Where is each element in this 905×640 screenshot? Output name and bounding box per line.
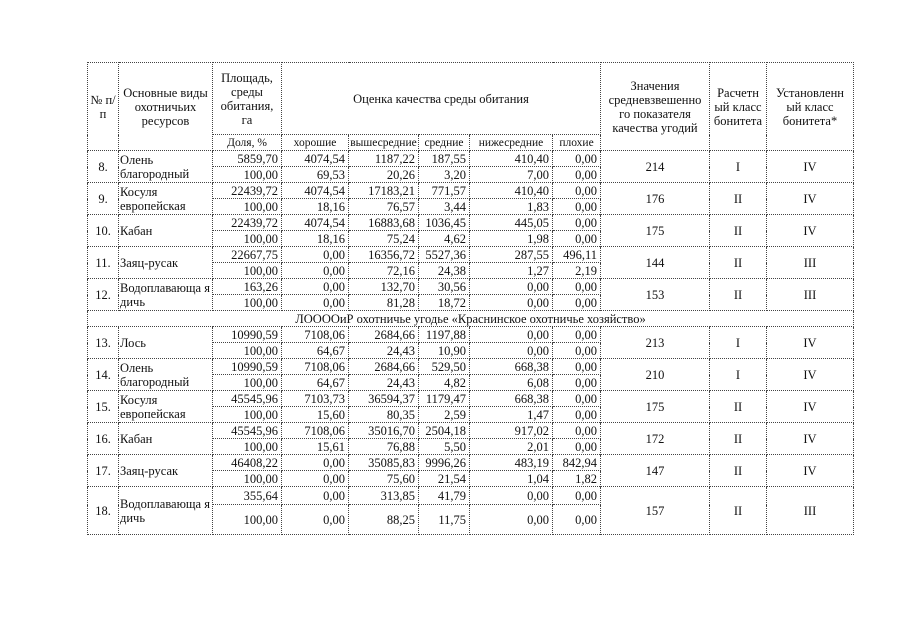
quality-share: 2,19	[553, 263, 601, 279]
quality-area: 7108,06	[282, 327, 349, 343]
quality-share: 0,00	[470, 295, 553, 311]
set-class: III	[767, 279, 854, 311]
calc-class: II	[710, 279, 767, 311]
quality-share: 4,62	[419, 231, 470, 247]
quality-share: 1,82	[553, 471, 601, 487]
header-quality-mid: средние	[419, 135, 470, 151]
quality-share: 80,35	[349, 407, 419, 423]
set-class: IV	[767, 455, 854, 487]
quality-share: 15,60	[282, 407, 349, 423]
quality-share: 2,59	[419, 407, 470, 423]
quality-area: 0,00	[470, 487, 553, 505]
quality-share: 0,00	[282, 295, 349, 311]
row-number: 10.	[88, 215, 119, 247]
quality-area: 9996,26	[419, 455, 470, 471]
quality-share: 11,75	[419, 505, 470, 535]
quality-share: 69,53	[282, 167, 349, 183]
quality-area: 0,00	[553, 151, 601, 167]
quality-share: 0,00	[282, 263, 349, 279]
weighted-mean: 175	[601, 391, 710, 423]
table-row	[88, 215, 854, 231]
quality-area: 4074,54	[282, 151, 349, 167]
table-row	[88, 327, 854, 343]
area-share: 100,00	[213, 471, 282, 487]
quality-area: 917,02	[470, 423, 553, 439]
quality-area: 0,00	[553, 391, 601, 407]
quality-area: 668,38	[470, 359, 553, 375]
quality-area: 287,55	[470, 247, 553, 263]
quality-share: 0,00	[470, 505, 553, 535]
quality-area: 4074,54	[282, 215, 349, 231]
quality-share: 7,00	[470, 167, 553, 183]
set-class: IV	[767, 359, 854, 391]
header-species: Основные виды охотничьих ресурсов	[119, 63, 213, 151]
species-name: Заяц-русак	[119, 455, 213, 487]
quality-share: 1,83	[470, 199, 553, 215]
calc-class: II	[710, 487, 767, 535]
quality-share: 21,54	[419, 471, 470, 487]
set-class: IV	[767, 327, 854, 359]
quality-share: 76,88	[349, 439, 419, 455]
quality-area: 36594,37	[349, 391, 419, 407]
quality-share: 0,00	[470, 343, 553, 359]
quality-area: 7103,73	[282, 391, 349, 407]
header-quality-below: нижесредние	[470, 135, 553, 151]
quality-area: 7108,06	[282, 359, 349, 375]
quality-area: 0,00	[553, 215, 601, 231]
weighted-mean: 153	[601, 279, 710, 311]
quality-area: 445,05	[470, 215, 553, 231]
calc-class: II	[710, 215, 767, 247]
quality-share: 64,67	[282, 343, 349, 359]
calc-class: II	[710, 391, 767, 423]
quality-area: 0,00	[470, 327, 553, 343]
quality-share: 24,43	[349, 375, 419, 391]
habitat-area: 10990,59	[213, 359, 282, 375]
species-name: Кабан	[119, 423, 213, 455]
quality-share: 0,00	[553, 439, 601, 455]
quality-area: 132,70	[349, 279, 419, 295]
species-name: Лось	[119, 327, 213, 359]
quality-area: 30,56	[419, 279, 470, 295]
quality-share: 1,04	[470, 471, 553, 487]
quality-share: 18,16	[282, 231, 349, 247]
quality-share: 24,43	[349, 343, 419, 359]
habitat-area: 45545,96	[213, 423, 282, 439]
species-name: Заяц-русак	[119, 247, 213, 279]
habitat-area: 22667,75	[213, 247, 282, 263]
quality-share: 2,01	[470, 439, 553, 455]
quality-area: 5527,36	[419, 247, 470, 263]
quality-area: 35085,83	[349, 455, 419, 471]
set-class: IV	[767, 423, 854, 455]
quality-area: 1197,88	[419, 327, 470, 343]
header-quality-good: хорошие	[282, 135, 349, 151]
quality-area: 187,55	[419, 151, 470, 167]
habitat-area: 163,26	[213, 279, 282, 295]
species-name: Водоплавающа я дичь	[119, 487, 213, 535]
row-number: 14.	[88, 359, 119, 391]
set-class: III	[767, 247, 854, 279]
quality-share: 0,00	[282, 505, 349, 535]
weighted-mean: 213	[601, 327, 710, 359]
area-share: 100,00	[213, 375, 282, 391]
quality-area: 41,79	[419, 487, 470, 505]
weighted-mean: 157	[601, 487, 710, 535]
quality-area: 2684,66	[349, 327, 419, 343]
quality-area: 0,00	[553, 359, 601, 375]
quality-area: 7108,06	[282, 423, 349, 439]
header-area-share: Доля, %	[213, 135, 282, 151]
weighted-mean: 214	[601, 151, 710, 183]
row-number: 18.	[88, 487, 119, 535]
quality-share: 0,00	[553, 231, 601, 247]
quality-area: 0,00	[282, 455, 349, 471]
quality-share: 20,26	[349, 167, 419, 183]
quality-share: 0,00	[553, 343, 601, 359]
header-quality: Оценка качества среды обитания	[282, 63, 601, 135]
quality-area: 771,57	[419, 183, 470, 199]
quality-share: 3,20	[419, 167, 470, 183]
row-number: 15.	[88, 391, 119, 423]
quality-share: 64,67	[282, 375, 349, 391]
row-number: 8.	[88, 151, 119, 183]
habitat-area: 22439,72	[213, 215, 282, 231]
quality-share: 15,61	[282, 439, 349, 455]
habitat-area: 5859,70	[213, 151, 282, 167]
weighted-mean: 172	[601, 423, 710, 455]
quality-area: 0,00	[282, 487, 349, 505]
set-class: IV	[767, 183, 854, 215]
quality-area: 35016,70	[349, 423, 419, 439]
quality-area: 0,00	[282, 247, 349, 263]
quality-area: 0,00	[470, 279, 553, 295]
quality-area: 1036,45	[419, 215, 470, 231]
quality-area: 0,00	[282, 279, 349, 295]
row-number: 16.	[88, 423, 119, 455]
species-name: Водоплавающа я дичь	[119, 279, 213, 311]
quality-area: 529,50	[419, 359, 470, 375]
quality-share: 1,27	[470, 263, 553, 279]
calc-class: II	[710, 455, 767, 487]
quality-share: 18,72	[419, 295, 470, 311]
row-number: 9.	[88, 183, 119, 215]
quality-share: 0,00	[553, 167, 601, 183]
area-share: 100,00	[213, 439, 282, 455]
quality-area: 313,85	[349, 487, 419, 505]
quality-area: 16883,68	[349, 215, 419, 231]
header-area: Площадь, среды обитания, га	[213, 63, 282, 135]
quality-share: 3,44	[419, 199, 470, 215]
quality-share: 0,00	[553, 407, 601, 423]
area-share: 100,00	[213, 263, 282, 279]
quality-share: 0,00	[553, 375, 601, 391]
weighted-mean: 176	[601, 183, 710, 215]
weighted-mean: 147	[601, 455, 710, 487]
habitat-area: 46408,22	[213, 455, 282, 471]
quality-area: 2684,66	[349, 359, 419, 375]
quality-area: 16356,72	[349, 247, 419, 263]
table-row	[88, 151, 854, 167]
table-row	[88, 455, 854, 471]
species-name: Косуля европейская	[119, 183, 213, 215]
quality-share: 4,82	[419, 375, 470, 391]
quality-share: 0,00	[553, 199, 601, 215]
quality-area: 496,11	[553, 247, 601, 263]
calc-class: II	[710, 247, 767, 279]
table-row	[88, 423, 854, 439]
calc-class: I	[710, 327, 767, 359]
row-number: 17.	[88, 455, 119, 487]
quality-share: 0,00	[553, 295, 601, 311]
area-share: 100,00	[213, 505, 282, 535]
area-share: 100,00	[213, 407, 282, 423]
habitat-area: 355,64	[213, 487, 282, 505]
species-name: Олень благородный	[119, 359, 213, 391]
quality-area: 410,40	[470, 151, 553, 167]
quality-share: 10,90	[419, 343, 470, 359]
row-number: 13.	[88, 327, 119, 359]
quality-area: 483,19	[470, 455, 553, 471]
quality-area: 668,38	[470, 391, 553, 407]
area-share: 100,00	[213, 295, 282, 311]
quality-share: 81,28	[349, 295, 419, 311]
weighted-mean: 210	[601, 359, 710, 391]
quality-area: 410,40	[470, 183, 553, 199]
quality-share: 72,16	[349, 263, 419, 279]
header-mean: Значения средневзвешенно го показателя качества угодий	[601, 63, 710, 151]
quality-share: 0,00	[553, 505, 601, 535]
table-row	[88, 247, 854, 263]
quality-share: 88,25	[349, 505, 419, 535]
set-class: IV	[767, 151, 854, 183]
area-share: 100,00	[213, 199, 282, 215]
calc-class: II	[710, 183, 767, 215]
quality-area: 0,00	[553, 183, 601, 199]
species-name: Кабан	[119, 215, 213, 247]
calc-class: I	[710, 151, 767, 183]
area-share: 100,00	[213, 343, 282, 359]
quality-area: 4074,54	[282, 183, 349, 199]
table-row	[88, 487, 854, 505]
quality-area: 0,00	[553, 423, 601, 439]
quality-area: 842,94	[553, 455, 601, 471]
weighted-mean: 175	[601, 215, 710, 247]
habitat-quality-table	[87, 62, 854, 535]
header-num: № п/п	[88, 63, 119, 151]
table-row	[88, 391, 854, 407]
set-class: IV	[767, 215, 854, 247]
habitat-area: 10990,59	[213, 327, 282, 343]
quality-area: 0,00	[553, 487, 601, 505]
set-class: III	[767, 487, 854, 535]
quality-area: 0,00	[553, 279, 601, 295]
quality-area: 0,00	[553, 327, 601, 343]
quality-share: 5,50	[419, 439, 470, 455]
quality-area: 1179,47	[419, 391, 470, 407]
habitat-area: 22439,72	[213, 183, 282, 199]
quality-share: 75,60	[349, 471, 419, 487]
section-title: ЛООООиР охотничье угодье «Краснинское охотничье хозяйство»	[88, 311, 854, 327]
table-row	[88, 359, 854, 375]
quality-share: 24,38	[419, 263, 470, 279]
header-set-class: Установленн ый класс бонитета*	[767, 63, 854, 151]
set-class: IV	[767, 391, 854, 423]
quality-share: 1,98	[470, 231, 553, 247]
header-quality-poor: плохие	[553, 135, 601, 151]
section-row	[88, 311, 854, 327]
habitat-area: 45545,96	[213, 391, 282, 407]
quality-share: 18,16	[282, 199, 349, 215]
header-calc-class: Расчетн ый класс бонитета	[710, 63, 767, 151]
quality-share: 75,24	[349, 231, 419, 247]
quality-area: 17183,21	[349, 183, 419, 199]
row-number: 12.	[88, 279, 119, 311]
calc-class: II	[710, 423, 767, 455]
quality-area: 2504,18	[419, 423, 470, 439]
quality-share: 76,57	[349, 199, 419, 215]
table-row	[88, 279, 854, 295]
row-number: 11.	[88, 247, 119, 279]
quality-share: 6,08	[470, 375, 553, 391]
quality-share: 1,47	[470, 407, 553, 423]
area-share: 100,00	[213, 167, 282, 183]
weighted-mean: 144	[601, 247, 710, 279]
header-quality-above: вышесредние	[350, 136, 417, 149]
species-name: Олень благородный	[119, 151, 213, 183]
table-row	[88, 183, 854, 199]
quality-area: 1187,22	[349, 151, 419, 167]
species-name: Косуля европейская	[119, 391, 213, 423]
calc-class: I	[710, 359, 767, 391]
quality-share: 0,00	[282, 471, 349, 487]
area-share: 100,00	[213, 231, 282, 247]
